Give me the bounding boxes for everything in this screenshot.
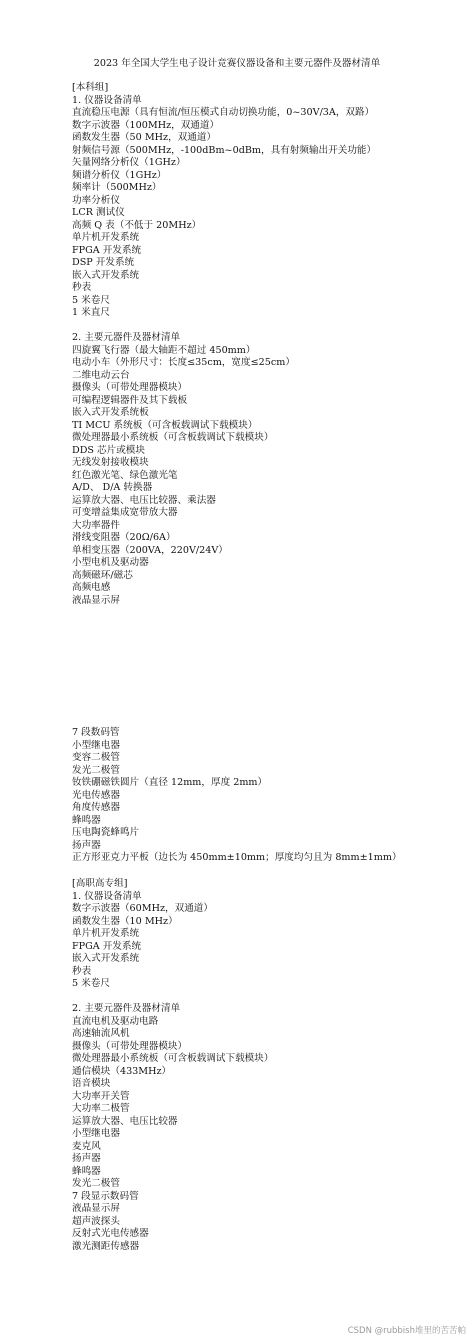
component-item: 激光测距传感器 (72, 1240, 140, 1252)
component-item: 蜂鸣器 (72, 814, 101, 826)
component-item: 7 段显示数码管 (72, 1190, 139, 1202)
undergrad-components-list-part2 (72, 727, 472, 865)
component-item: 钕铁硼磁铁圆片（直径 12mm，厚度 2mm） (72, 777, 268, 788)
vocational-header: [高职高专组] (72, 878, 128, 889)
instrument-item: 直流稳压电源（具有恒流/恒压模式自动切换功能，0~30V/3A，双路） (72, 107, 375, 118)
instrument-item: 射频信号源（500MHz，-100dBm~0dBm，具有射频输出开关功能） (72, 144, 377, 156)
undergrad-components-list-part1 (72, 345, 472, 608)
instrument-item: FPGA 开发系统 (72, 244, 142, 256)
component-item: 滑线变阻器（20Ω/6A） (72, 532, 176, 543)
component-item: 变容二极管 (72, 752, 120, 763)
component-item: 电动小车（外形尺寸：长度≤35cm，宽度≤25cm） (72, 357, 295, 368)
instrument-item: 频谱分析仪（1GHz） (72, 169, 167, 181)
component-item: 正方形亚克力平板（边长为 450mm±10mm；厚度均匀且为 8mm±1mm） (72, 852, 402, 863)
component-item: 扬声器 (72, 1153, 101, 1164)
instrument-item: 嵌入式开发系统 (72, 953, 140, 964)
component-item: 大功率开关管 (72, 1090, 130, 1102)
component-item: 嵌入式开发系统板 (72, 407, 149, 418)
component-item: 大功率二极管 (72, 1103, 130, 1114)
vocational-components-list (72, 1016, 472, 1254)
instrument-item: 高频 Q 表（不低于 20MHz） (72, 219, 202, 231)
component-item: 反射式光电传感器 (72, 1228, 149, 1239)
component-item: 运算放大器、电压比较器、乘法器 (72, 494, 216, 506)
instrument-item: DSP 开发系统 (72, 257, 135, 268)
component-item: 四旋翼飞行器（最大轴距不超过 450mm） (72, 344, 256, 356)
instrument-item: 单片机开发系统 (72, 928, 140, 939)
instrument-item: 数字示波器（60MHz，双通道） (72, 903, 213, 914)
component-item: 高速轴流风机 (72, 1028, 130, 1039)
component-item: 7 段数码管 (72, 727, 120, 738)
component-item: A/D、 D/A 转换器 (72, 482, 153, 493)
instrument-item: 5 米卷尺 (72, 294, 110, 306)
component-item: 蜂鸣器 (72, 1165, 101, 1177)
component-item: 运算放大器、电压比较器 (72, 1115, 178, 1127)
csdn-watermark: CSDN @rubbish堆里的苦苦帕 (347, 1326, 466, 1336)
component-item: 压电陶瓷蜂鸣片 (72, 827, 140, 838)
component-item: 发光二极管 (72, 764, 120, 776)
instrument-item: 矢量网络分析仪（1GHz） (72, 157, 186, 168)
instrument-item: 函数发生器（50 MHz，双通道） (72, 132, 217, 143)
component-item: 语音模块 (72, 1078, 111, 1089)
component-item: 小型继电器 (72, 739, 120, 751)
component-item: 直流电机及驱动电路 (72, 1015, 159, 1027)
instrument-item: 频率计（500MHz） (72, 182, 162, 193)
component-item: 摄像头（可带处理器模块） (72, 1040, 188, 1052)
undergrad-components-heading: 2. 主要元器件及器材清单 (72, 332, 181, 343)
undergrad-instruments-list (72, 107, 472, 320)
component-item: 微处理器最小系统板（可含板载调试下载模块） (72, 1053, 274, 1064)
instrument-item: LCR 测试仪 (72, 207, 125, 218)
component-item: 超声波探头 (72, 1215, 120, 1227)
component-item: 无线发射接收模块 (72, 457, 149, 468)
instrument-item: 秒表 (72, 965, 92, 977)
component-item: 高频磁环/磁芯 (72, 569, 133, 581)
component-item: 单相变压器（200VA，220V/24V） (72, 544, 228, 556)
instrument-item: 5 米卷尺 (72, 978, 110, 989)
component-item: 液晶显示屏 (72, 1203, 120, 1214)
component-item: 发光二极管 (72, 1178, 120, 1189)
undergrad-components-continued (72, 727, 472, 865)
instrument-item: 秒表 (72, 282, 92, 293)
undergrad-section (72, 82, 472, 607)
component-item: 麦克风 (72, 1140, 101, 1152)
component-item: 扬声器 (72, 839, 101, 851)
vocational-instruments-list (72, 903, 472, 991)
component-item: 可变增益集成宽带放大器 (72, 507, 178, 518)
component-item: 角度传感器 (72, 802, 120, 813)
instrument-item: 1 米直尺 (72, 307, 110, 318)
instrument-item: FPGA 开发系统 (72, 940, 142, 952)
vocational-components-heading: 2. 主要元器件及器材清单 (72, 1003, 181, 1014)
undergrad-header: [本科组] (72, 82, 109, 93)
section-gap (72, 320, 472, 333)
component-item: 微处理器最小系统板（可含板载调试下载模块） (72, 432, 274, 443)
component-item: 小型继电器 (72, 1128, 120, 1139)
component-item: 大功率器件 (72, 519, 120, 531)
component-item: 红色激光笔、绿色激光笔 (72, 469, 178, 481)
component-item: 通信模块（433MHz） (72, 1065, 172, 1077)
undergrad-instruments-heading: 1. 仪器设备清单 (72, 94, 142, 106)
section-gap (72, 991, 472, 1004)
component-item: 二维电动云台 (72, 369, 130, 381)
component-item: DDS 芯片或模块 (72, 444, 145, 456)
instrument-item: 单片机开发系统 (72, 232, 140, 243)
instrument-item: 嵌入式开发系统 (72, 269, 140, 281)
instrument-item: 函数发生器（10 MHz） (72, 915, 178, 927)
component-item: TI MCU 系统板（可含板载调试下载模块） (72, 419, 258, 431)
component-item: 摄像头（可带处理器模块） (72, 382, 188, 393)
component-item: 液晶显示屏 (72, 594, 120, 606)
document-title: 2023 年全国大学生电子设计竞赛仪器设备和主要元器件及器材清单 (93, 58, 381, 69)
vocational-section (72, 878, 472, 1253)
instrument-item: 功率分析仪 (72, 194, 120, 206)
component-item: 可编程逻辑器件及其下载板 (72, 394, 188, 406)
vocational-instruments-heading: 1. 仪器设备清单 (72, 890, 142, 902)
component-item: 小型电机及驱动器 (72, 557, 149, 568)
component-item: 高频电感 (72, 582, 111, 593)
component-item: 光电传感器 (72, 789, 120, 801)
instrument-item: 数字示波器（100MHz，双通道） (72, 119, 220, 131)
